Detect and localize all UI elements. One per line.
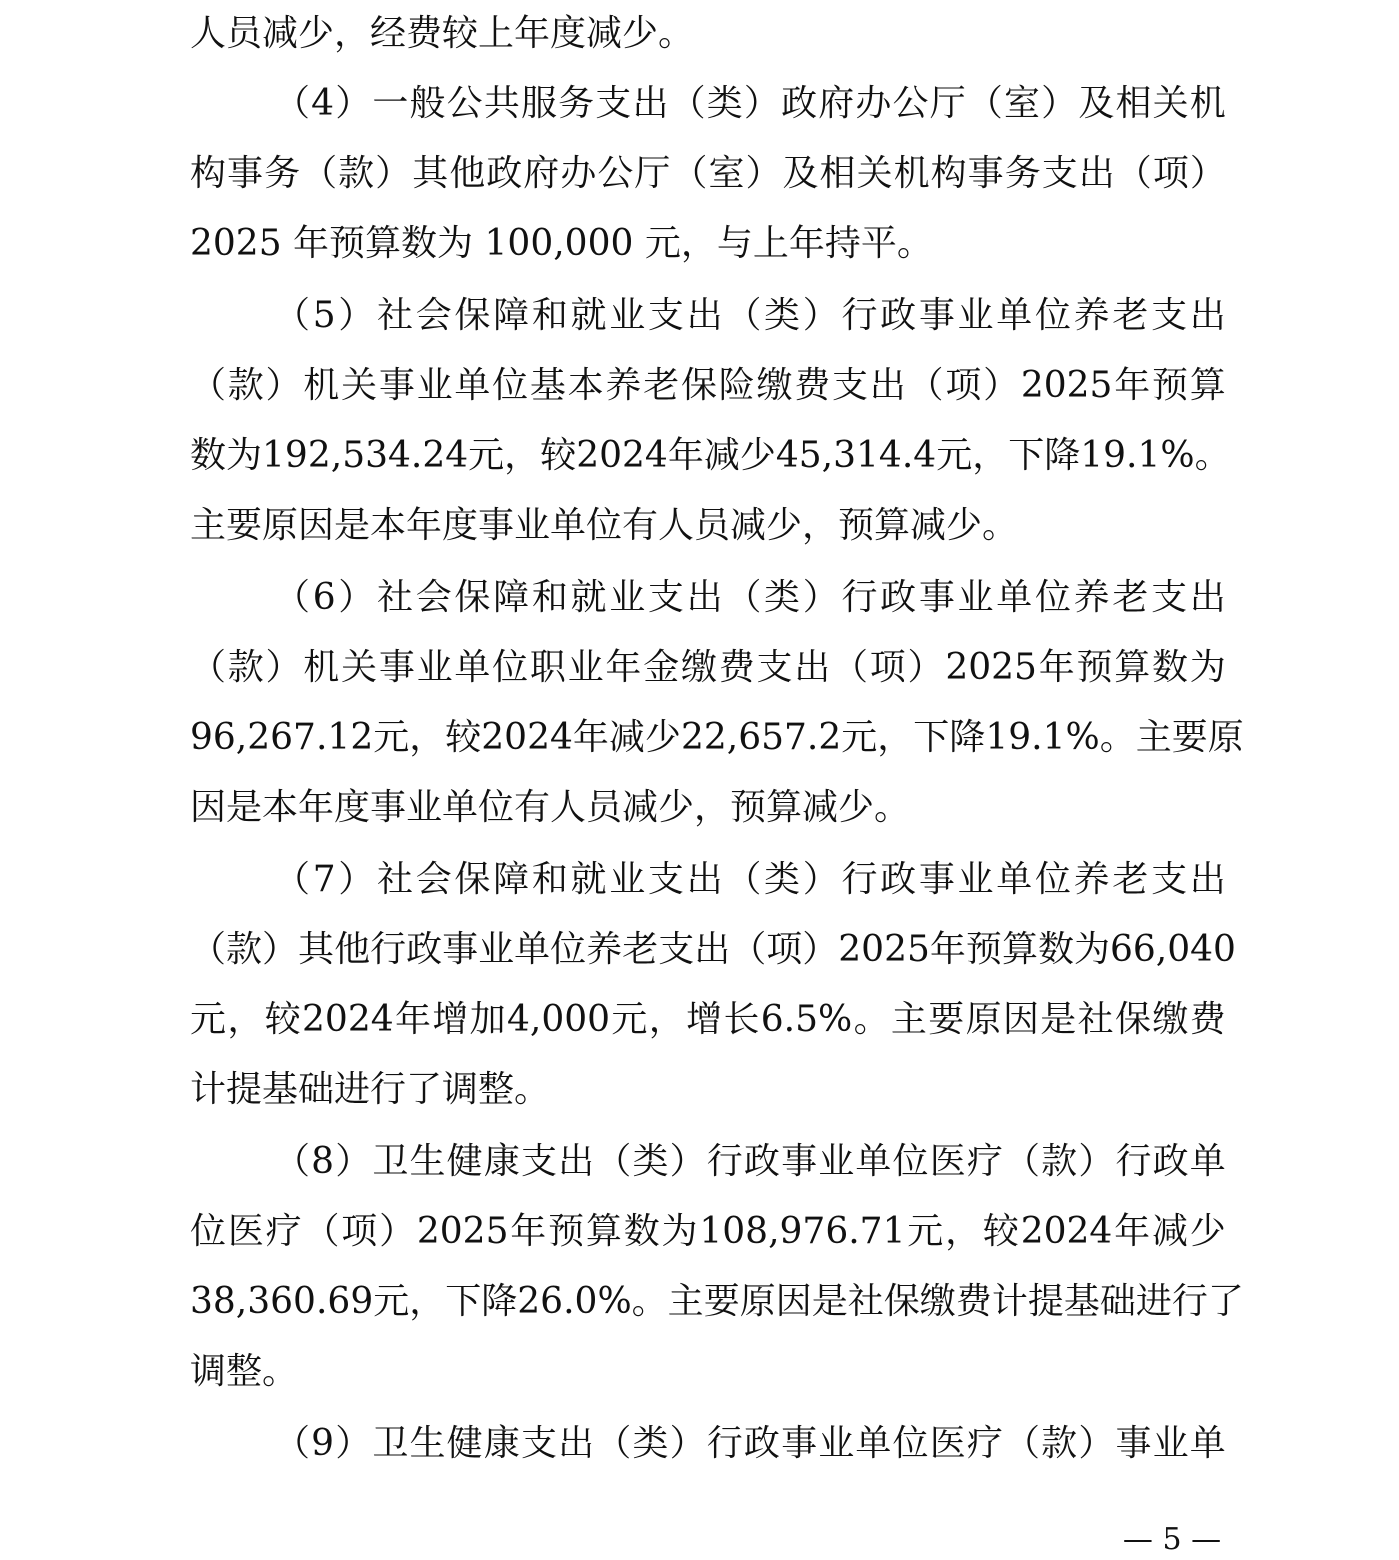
text-line: 2025 年预算数为 100,000 元，与上年持平。 [190,223,933,264]
text-line: （ 款 ） 其 他 行 政 事 业 单 位 养 老 支 出 （ 项 ） 2025 年 预 算 数 为 66,040 [190,929,1236,970]
text-line: 元 ， 较 2024 年 增 加 4,000 元 ， 增 长 6.5% 。 主 要 原 因 是 社 保 缴 费 [190,999,1226,1040]
page-number: — 5 — [1122,1522,1222,1557]
paragraph-7-heading-line: （ 7 ） 社 会 保 障 和 就 业 支 出 （ 类 ） 行 政 事 业 单 位 养 老 支 出 [274,859,1226,900]
text-line: 主要原因是本年度事业单位有人员减少，预算减少。 [190,505,1019,546]
paragraph-9-heading-line: （ 9 ） 卫 生 健 康 支 出 （ 类 ） 行 政 事 业 单 位 医 疗 （ 款 ） 事 业 单 [274,1423,1226,1464]
paragraph-5-heading-line: （ 5 ） 社 会 保 障 和 就 业 支 出 （ 类 ） 行 政 事 业 单 位 养 老 支 出 [274,295,1226,336]
text-line: 38,360.69 元 ， 下 降 26.0% 。 主 要 原 因 是 社 保 缴 费 计 提 基 础 进 行 了 [190,1281,1244,1322]
text-line: 位 医 疗 （ 项 ） 2025 年 预 算 数 为 108,976.71 元 ， 较 2024 年 减 少 [190,1211,1226,1252]
text-line: （ 款 ） 机 关 事 业 单 位 职 业 年 金 缴 费 支 出 （ 项 ） 2025 年 预 算 数 为 [190,647,1226,688]
text-line: 计提基础进行了调整。 [190,1069,551,1110]
paragraph-6-heading-line: （ 6 ） 社 会 保 障 和 就 业 支 出 （ 类 ） 行 政 事 业 单 位 养 老 支 出 [274,577,1226,618]
text-line: 因是本年度事业单位有人员减少，预算减少。 [190,787,911,828]
paragraph-4-heading-line: （ 4 ） 一 般 公 共 服 务 支 出 （ 类 ） 政 府 办 公 厅 （ 室 ） 及 相 关 机 [274,83,1226,124]
text-line: 调整。 [190,1351,299,1392]
paragraph-8-heading-line: （ 8 ） 卫 生 健 康 支 出 （ 类 ） 行 政 事 业 单 位 医 疗 （ 款 ） 行 政 单 [274,1141,1226,1182]
text-line: 构 事 务 （ 款 ） 其 他 政 府 办 公 厅 （ 室 ） 及 相 关 机 构 事 务 支 出 （ 项 ） [190,153,1226,194]
text-line: （ 款 ） 机 关 事 业 单 位 基 本 养 老 保 险 缴 费 支 出 （ 项 ） 2025 年 预 算 [190,365,1226,406]
text-line: 96,267.12 元 ， 较 2024 年 减 少 22,657.2 元 ， 下 降 19.1% 。 主 要 原 [190,717,1244,758]
text-line: 人员减少，经费较上年度减少。 [190,13,695,54]
text-line: 数 为 192,534.24 元 ， 较 2024 年 减 少 45,314.4 元 ， 下 降 19.1% 。 [190,435,1231,476]
